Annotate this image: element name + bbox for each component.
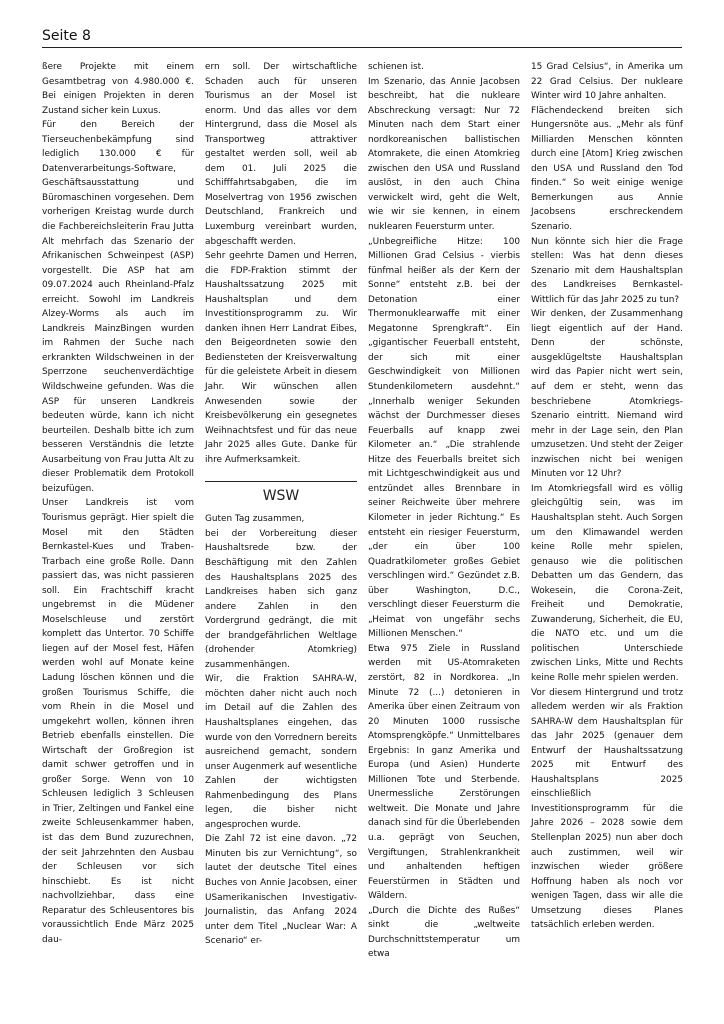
paragraph: Vor diesem Hintergrund und trotz alledem werden wir als Fraktion SAHRA-W dem Haushaltsplan für das Jahr 2025 (genauer dem Entwurf der Haushaltssatzung 2025 mit Entwurf des Haushaltsplans 2025 einschließlich Investitionsprogramm für die Jahre 2026 – 2028 sowie dem Stellenplan 2025) nun aber doch auch zustimmen, weil wir inzwischen wieder größere Hoffnung haben als noch vor wenigen Tagen, dass wir alle die Umsetzung dieses Planes tatsächlich erleben werden. bbox=[531, 687, 683, 931]
paragraph: Wir, die Fraktion SAHRA-W, möchten daher nicht auch noch im Detail auf die Zahlen des Haushaltsplanes eingehen, das wurde von den Vorrednern bereits ausreichend gemacht, sondern unser Augenmerk auf wesentliche Zahlen der wichtigsten Rahmenbedingung des Plans legen, die bisher nicht angesprochen wurde. bbox=[205, 674, 357, 830]
header-divider bbox=[42, 47, 682, 48]
paragraph: Unser Landkreis ist vom Tourismus geprägt. Hier spielt die Mosel mit den Städten Bernkastel-Kues und Traben-Trarbach eine große Rolle. Dann passiert das, was nicht passieren soll. Ein Frachtschiff kracht ungebremst in die Müdener Moselschleuse und zerstört komplett das Untertor. 70 Schiffe liegen auf der Mosel fest, Häfen werden wohl auf Monate keine Ladung löschen können und die großen Tourismus Schiffe, die vom Rhein in die Mosel und umgekehrt wollen, können ihren Betrieb ebenfalls einstellen. Die Wirtschaft der Großregion ist damit schwer getroffen und in großer Sorge. Wenn von 10 Schleusen lediglich 3 Schleusen in Trier, Zeltingen und Fankel eine zweite Schleusenkammer haben, ist das dem Bund zuzurechnen, der seit Jahrzehnten den Ausbau der Schleusen vor sich hinschiebt. Es ist nicht nachvollziehbar, dass eine Reparatur des Schleusentores bis voraussichtlich Ende März 2025 dau- bbox=[42, 498, 194, 945]
paragraph: Wir denken, der Zusammenhang liegt eigentlich auf der Hand. Denn der schönste, ausgeklügeltste Haushaltsplan wird das Papier nicht wert sein, auf dem er steht, wenn das beschriebene Atomkriegs-Szenario eintritt. Niemand wird mehr in der Lage sein, den Plan umzusetzen. Und steht der Zeiger inzwischen nicht bei wenigen Minuten vor 12 Uhr? bbox=[531, 309, 683, 480]
column-3 bbox=[368, 60, 520, 962]
paragraph: schienen ist. bbox=[368, 62, 424, 72]
paragraph: Nun könnte sich hier die Frage stellen: Was hat denn dieses Szenario mit dem Haushaltsplan des Landkreises Bernkastel-Wittlich für das Jahr 2025 zu tun? bbox=[531, 236, 683, 305]
paragraph: Sehr geehrte Damen und Herren, die FDP-Fraktion stimmt der Haushaltssatzung 2025 mit Haushaltsplan und dem Investitionsprogramm zu. Wir danken ihnen Herr Landrat Eibes, den Beigeordneten sowie den Bediensteten der Kreisverwaltung für die geleistete Arbeit in diesem Jahr. Wir wünschen allen Anwesenden sowie der Kreisbevölkerung ein gesegnetes Weihnachtsfest und für das neue Jahr 2025 alles Gute. Danke für ihre Aufmerksamkeit. bbox=[205, 251, 357, 465]
paragraph: Guten Tag zusammen, bbox=[205, 514, 305, 525]
column-2 bbox=[205, 60, 357, 949]
section-divider bbox=[205, 481, 357, 482]
paragraph: 15 Grad Celsius“, in Amerika um 22 Grad Celsius. Der nukleare Winter wird 10 Jahre anhalten. bbox=[531, 62, 683, 102]
paragraph: „Unbegreifliche Hitze: 100 Millionen Grad Celsius - vierbis fünfmal heißer als der Kern der Sonne“ entsteht z.B. bei der Detonation einer Thermonuklearwaffe mit einer Megatonne Sprengkraft“. Ein „gigantischer Feuerball entsteht, der sich mit einer Geschwindigkeit von Millionen Stundenkilometern ausdehnt.“ „Innerhalb weniger Sekunden wächst der Durchmesser dieses Feuerballs auf knapp zwei Kilometer an.“ „Die strahlende Hitze des Feuerballs breitet sich mit Lichtgeschwindigkeit aus und entzündet alles Brennbare in seiner Reichweite über mehrere Kilometer in jeder Richtung.“ Es entsteht ein riesiger Feuersturm, „der ein über 100 Quadratkilometer großes Gebiet verschlingen wird.“ Gezündet z.B. über Washington, D.C., verschlingt dieser Feuersturm die „Heimat von ungefähr sechs Millionen Menschen.“ bbox=[368, 236, 520, 640]
paragraph: ßere Projekte mit einem Gesamtbetrag von 4.980.000 €. Bei einigen Projekten in deren Zustand sicher kein Luxus. bbox=[42, 62, 194, 116]
column-1 bbox=[42, 60, 194, 947]
section-title: WSW bbox=[262, 488, 300, 505]
page-number: Seite 8 bbox=[42, 28, 91, 44]
paragraph: ern soll. Der wirtschaftliche Schaden auch für unseren Tourismus an der Mosel ist enorm. Und das alles vor dem Hintergrund, dass die Mosel als Transportweg attraktiver gestaltet werden soll, weil ab dem 01. Juli 2025 die Schifffahrtsabgaben, die im Moselvertrag von 1956 zwischen Deutschland, Frankreich und Luxemburg vereinbart wurden, abgeschafft werden. bbox=[205, 62, 357, 247]
paragraph: Im Atomkriegsfall wird es völlig gleichgültig sein, was im Haushaltsplan steht. Auch Sorgen um den Klimawandel werden keine Rolle mehr spielen, genauso wie die politischen Debatten um das Gendern, das Wokesein, die Corona-Zeit, Freiheit und Demokratie, Zuwanderung, Sicherheit, die EU, die NATO etc. und um die politischen Unterschiede zwischen Links, Mitte und Rechts keine Rolle mehr spielen werden. bbox=[531, 483, 683, 683]
paragraph: Für den Bereich der Tierseuchenbekämpfung sind lediglich 130.000 € für Datenverarbeitungs-Software, Geschäftsausstattung und Büromaschinen vorgesehen. Dem vorherigen Kreistag wurde durch die Fachbereichsleiterin Frau Jutta Alt mehrfach das Szenario der Afrikanischen Schweinpest (ASP) vorgestellt. Die ASP hat am 09.07.2024 auch Rheinland-Pfalz erreicht. Sowohl im Landkreis Alzey-Worms als auch im Landkreis MainzBingen wurden im Rahmen der Suche nach erkrankten Wildschweinen in der Sperrzone seuchenverdächtige Wildschweine gefunden. Was die ASP für unseren Landkreis bedeuten würde, kann ich nicht beurteilen. Deshalb bitte ich zum besseren Verständnis die letzte Ausarbeitung von Frau Jutta Alt zu dieser Problematik dem Protokoll beizufügen. bbox=[42, 120, 194, 494]
column-4 bbox=[531, 60, 683, 933]
paragraph: Etwa 975 Ziele in Russland werden mit US-Atomraketen zerstört, 82 in Nordkorea. „In Minute 72 (...) detonieren in Amerika über einen Zeitraum von 20 Minuten 1000 russische Atomsprengköpfe.“ Unmittelbares Ergebnis: In ganz Amerika und Europa (und Asien) Hunderte Millionen Tote und Sterbende. Unermessliche Zerstörungen weltweit. Die Monate und Jahre danach sind für die Überlebenden u.a. geprägt von Seuchen, Vergiftungen, Strahlenkrankheit und anhaltenden heftigen Feuerstürmen in Städten und Wäldern. bbox=[368, 643, 520, 902]
paragraph: Flächendeckend breiten sich Hungersnöte aus. „Mehr als fünf Milliarden Menschen könnten durch eine [Atom] Krieg zwischen den USA und Russland den Tod finden.“ So weit einige wenige Bemerkungen aus Annie Jacobsens erschreckendem Szenario. bbox=[531, 105, 683, 233]
paragraph: Die Zahl 72 ist eine davon. „72 Minuten bis zur Vernichtung“, so lautet der deutsche Titel eines Buches von Annie Jacobsen, einer USamerikanischen Investigativ-Journalistin, das Anfang 2024 unter dem Titel „Nuclear War: A Scenario“ er- bbox=[205, 834, 357, 947]
paragraph: Im Szenario, das Annie Jacobsen beschreibt, hat die nukleare Abschreckung versagt: Nur 72 Minuten nach dem Start einer nordkoreanischen ballistischen Atomrakete, die einen Atomkrieg zwischen den USA und Russland auslöst, in den auch China verwickelt wird, geht die Welt, wie wir sie kennen, in einem nuklearen Feuersturm unter. bbox=[368, 76, 520, 233]
paragraph: bei der Vorbereitung dieser Haushaltsrede bzw. der Beschäftigung mit den Zahlen des Haushaltsplans 2025 des Landkreises haben sich ganz andere Zahlen in den Vordergrund gedrängt, die mit der brandgefährlichen Weltlage (drohender Atomkrieg) zusammenhängen. bbox=[205, 528, 357, 670]
paragraph: „Durch die Dichte des Rußes“ sinkt die „weltweite Durchschnittstemperatur um etwa bbox=[368, 905, 520, 960]
